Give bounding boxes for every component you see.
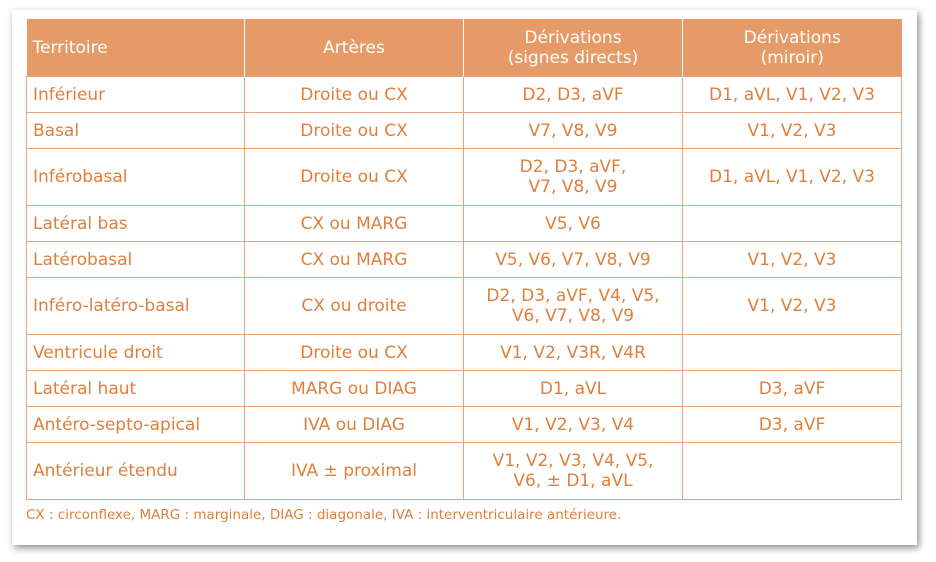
cell-arteres: Droite ou CX [245,335,464,371]
table-row [27,113,902,149]
cell-arteres: CX ou droite [245,278,464,335]
header-territoire: Territoire [27,19,245,77]
footnote: CX : circonflexe, MARG : marginale, DIAG : diagonale, IVA : interventriculaire antérieure. [26,507,622,523]
cell-derivations-directes: V1, V2, V3, V4 [464,407,683,443]
cell-derivations-miroir: D1, aVL, V1, V2, V3 [683,149,902,206]
cell-territoire: Inférieur [27,77,245,113]
header-row [27,19,902,77]
cell-territoire: Antérieur étendu [27,443,245,500]
header-derivations-directes: Dérivations (signes directs) [464,19,683,77]
cell-derivations-directes: D2, D3, aVF, V4, V5, V6, V7, V8, V9 [464,278,683,335]
cell-derivations-directes: V1, V2, V3, V4, V5, V6, ± D1, aVL [464,443,683,500]
table-row [27,407,902,443]
table-row [27,371,902,407]
cell-territoire: Inférobasal [27,149,245,206]
cell-arteres: IVA ou DIAG [245,407,464,443]
table-card [12,10,917,545]
cell-arteres: Droite ou CX [245,77,464,113]
table-row [27,242,902,278]
cell-derivations-miroir: D3, aVF [683,407,902,443]
cell-territoire: Inféro-latéro-basal [27,278,245,335]
cell-derivations-directes: D2, D3, aVF, V7, V8, V9 [464,149,683,206]
cell-derivations-miroir: V1, V2, V3 [683,242,902,278]
cell-territoire: Latéral bas [27,206,245,242]
ecg-territory-table [26,19,902,500]
cell-derivations-miroir: D1, aVL, V1, V2, V3 [683,77,902,113]
cell-arteres: MARG ou DIAG [245,371,464,407]
cell-derivations-directes: V5, V6 [464,206,683,242]
cell-arteres: CX ou MARG [245,206,464,242]
cell-derivations-directes: D2, D3, aVF [464,77,683,113]
table-row [27,278,902,335]
table-row [27,206,902,242]
cell-territoire: Basal [27,113,245,149]
cell-territoire: Latéral haut [27,371,245,407]
cell-territoire: Antéro-septo-apical [27,407,245,443]
cell-derivations-directes: V7, V8, V9 [464,113,683,149]
table-row [27,443,902,500]
table-row [27,149,902,206]
header-derivations-miroir: Dérivations (miroir) [683,19,902,77]
cell-territoire: Latérobasal [27,242,245,278]
cell-derivations-miroir [683,335,902,371]
cell-territoire: Ventricule droit [27,335,245,371]
cell-derivations-miroir: V1, V2, V3 [683,278,902,335]
cell-derivations-miroir [683,443,902,500]
cell-derivations-directes: V5, V6, V7, V8, V9 [464,242,683,278]
cell-derivations-directes: D1, aVL [464,371,683,407]
cell-arteres: CX ou MARG [245,242,464,278]
table-row [27,335,902,371]
cell-derivations-miroir: D3, aVF [683,371,902,407]
table-row [27,77,902,113]
header-arteres: Artères [245,19,464,77]
cell-arteres: Droite ou CX [245,149,464,206]
cell-arteres: IVA ± proximal [245,443,464,500]
cell-derivations-directes: V1, V2, V3R, V4R [464,335,683,371]
cell-derivations-miroir: V1, V2, V3 [683,113,902,149]
cell-derivations-miroir [683,206,902,242]
cell-arteres: Droite ou CX [245,113,464,149]
